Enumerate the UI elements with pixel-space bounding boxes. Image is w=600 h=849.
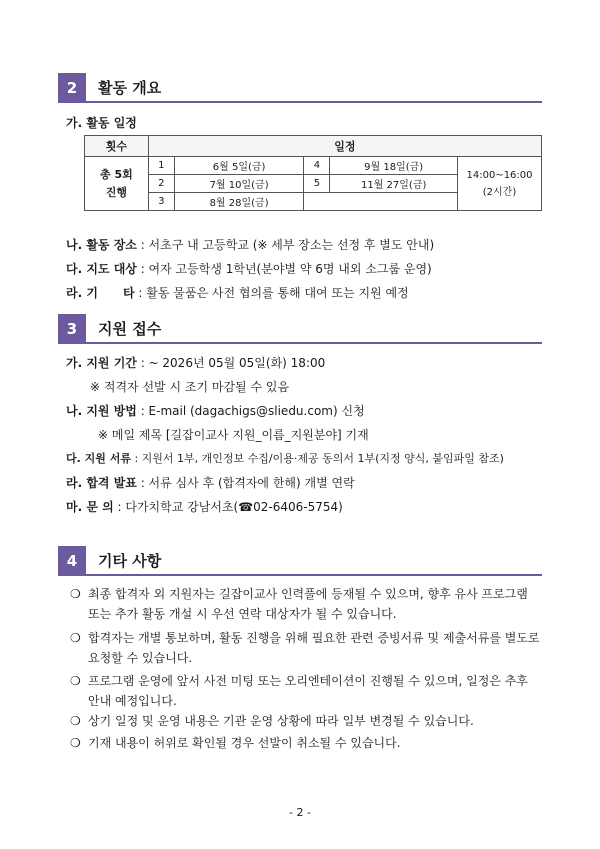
session-number: 1 [148, 157, 174, 175]
circle-bullet-icon: ❍ [70, 674, 81, 688]
session-number: 2 [148, 175, 174, 193]
list-item [70, 671, 542, 713]
list-item [70, 584, 542, 626]
time-line-2: (2시간) [482, 186, 517, 198]
apply-period-line [66, 354, 325, 371]
item-label: 라. 기 타 [66, 286, 135, 300]
empty-cell [304, 193, 458, 211]
list-item [70, 733, 542, 755]
circle-bullet-icon: ❍ [70, 736, 81, 750]
item-text: : 서류 심사 후 (합격자에 한해) 개별 연락 [136, 476, 355, 490]
circle-bullet-icon: ❍ [70, 631, 81, 645]
item-label: 다. 지원 서류 [66, 452, 131, 465]
time-line-1: 14:00~16:00 [466, 169, 533, 181]
header-schedule: 일정 [148, 136, 541, 157]
session-number: 5 [304, 175, 330, 193]
bullet-text: 프로그램 운영에 앞서 사전 미팅 또는 오리엔테이션이 진행될 수 있으며, 일정은 추후 안내 예정입니다. [88, 674, 528, 708]
bullet-text: 최종 합격자 외 지원자는 길잡이교사 인력풀에 등재될 수 있으며, 향후 유사 프로그램 또는 추가 활동 개설 시 우선 연락 대상자가 될 수 있습니다. [88, 587, 528, 621]
item-label: 가. 지원 기간 [66, 356, 137, 370]
item-label: 나. 지원 방법 [66, 404, 137, 418]
item-text: : 활동 물품은 사전 협의를 통해 대여 또는 지원 예정 [134, 286, 409, 300]
total-sessions-cell [85, 157, 149, 211]
item-label: 마. 문 의 [66, 500, 114, 514]
section-title: 활동 개요 [98, 79, 162, 97]
section-4-header [58, 546, 542, 576]
section-number: 3 [58, 314, 86, 344]
etc-line [66, 284, 409, 301]
apply-period-note: ※ 적격자 선발 시 조기 마감될 수 있음 [90, 380, 290, 394]
item-text: : E-mail (dagachigs@sliedu.com) 신청 [136, 404, 365, 418]
bullet-text: 합격자는 개별 통보하며, 활동 진행을 위해 필요한 관련 증빙서류 및 제출서류를 별도로 요청할 수 있습니다. [88, 631, 540, 665]
bullet-text: 기재 내용이 허위로 확인될 경우 선발이 취소될 수 있습니다. [88, 736, 401, 750]
session-number: 3 [148, 193, 174, 211]
section-title: 기타 사항 [98, 552, 162, 570]
session-number: 4 [304, 157, 330, 175]
total-line-1: 총 5회 [100, 167, 133, 181]
session-date: 11월 27일(금) [330, 175, 458, 193]
total-line-2: 진행 [105, 185, 128, 199]
section-rule [86, 101, 542, 103]
section-rule [86, 574, 542, 576]
section-number: 2 [58, 73, 86, 103]
session-date: 8월 28일(금) [174, 193, 304, 211]
section-rule [86, 342, 542, 344]
apply-docs-line [66, 450, 504, 466]
apply-method-note: ※ 메일 제목 [길잡이교사 지원_이름_지원분야] 기재 [98, 428, 369, 442]
circle-bullet-icon: ❍ [70, 587, 81, 601]
activity-place-line [66, 236, 434, 253]
header-count: 횟수 [85, 136, 149, 157]
list-item [70, 628, 542, 670]
time-cell [458, 157, 542, 211]
item-label: 나. 활동 장소 [66, 238, 137, 252]
session-date: 7월 10일(금) [174, 175, 304, 193]
item-text: : 다가치학교 강남서초(☎02-6406-5754) [113, 500, 343, 514]
session-date: 9월 18일(금) [330, 157, 458, 175]
section-2-header [58, 73, 542, 103]
item-text: : ~ 2026년 05월 05일(화) 18:00 [136, 356, 326, 370]
target-line [66, 260, 432, 277]
bullet-text: 상기 일정 및 운영 내용은 기관 운영 상황에 따라 일부 변경될 수 있습니다. [88, 714, 474, 728]
page-number: - 2 - [289, 806, 311, 819]
item-label: 라. 합격 발표 [66, 476, 137, 490]
list-item [70, 711, 542, 733]
item-text: : 지원서 1부, 개인정보 수집/이용·제공 동의서 1부(지정 양식, 붙임파일 참조) [130, 452, 504, 465]
item-label: 다. 지도 대상 [66, 262, 137, 276]
schedule-label: 가. 활동 일정 [66, 116, 137, 130]
circle-bullet-icon: ❍ [70, 714, 81, 728]
result-line [66, 474, 355, 491]
section-3-header [58, 314, 542, 344]
schedule-table [84, 135, 542, 211]
session-date: 6월 5일(금) [174, 157, 304, 175]
apply-method-line [66, 402, 365, 419]
item-text: : 서초구 내 고등학교 (※ 세부 장소는 선정 후 별도 안내) [136, 238, 435, 252]
item-text: : 여자 고등학생 1학년(분야별 약 6명 내외 소그룹 운영) [136, 262, 432, 276]
section-title: 지원 접수 [98, 320, 162, 338]
contact-line [66, 498, 343, 515]
section-number: 4 [58, 546, 86, 576]
